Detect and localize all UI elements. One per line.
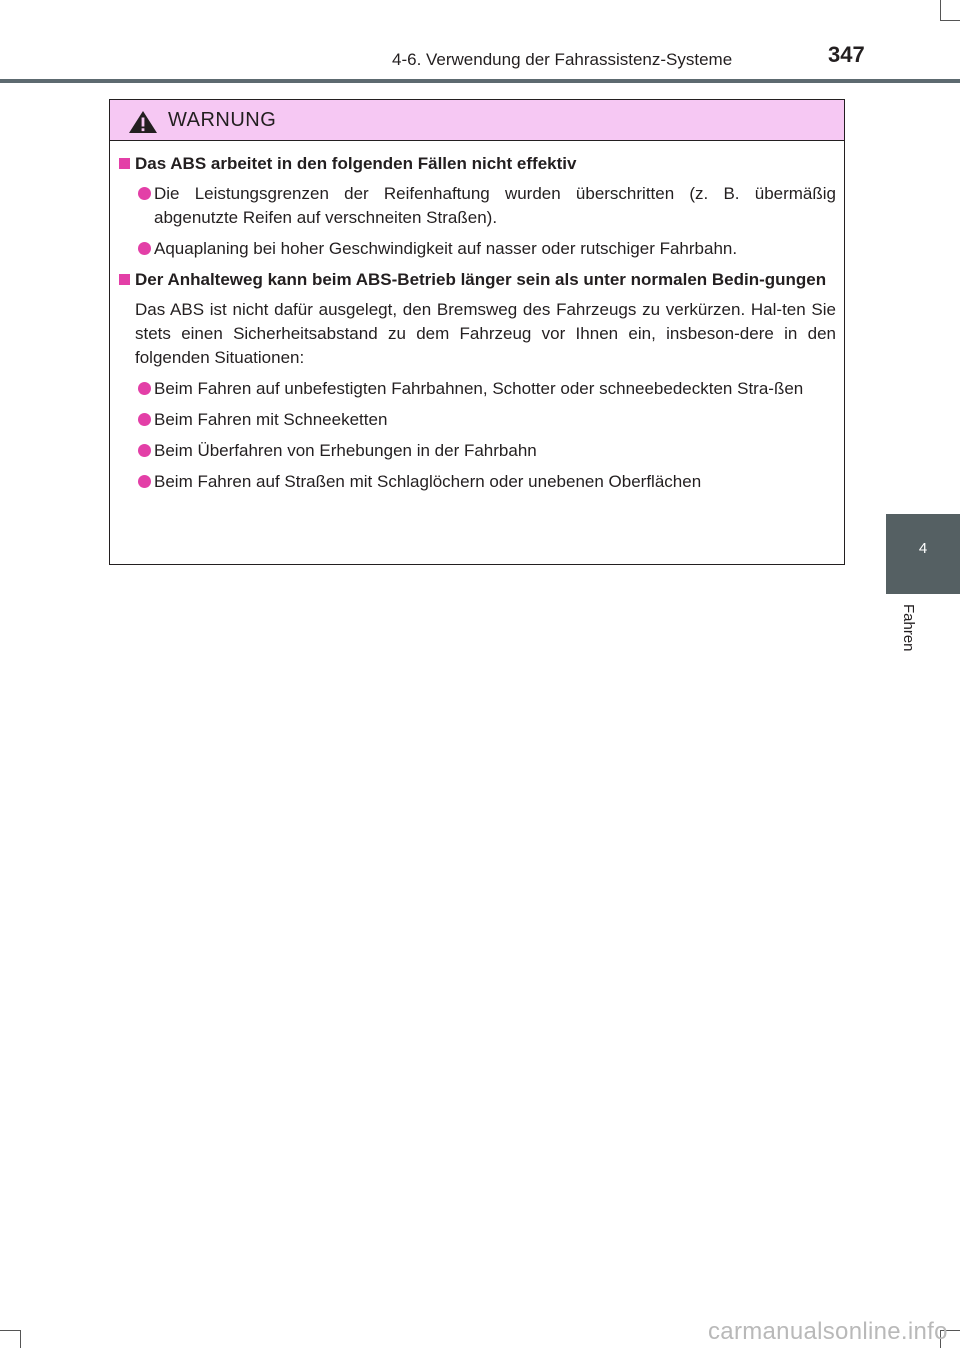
list-item: Die Leistungsgrenzen der Reifenhaftung wurden überschritten (z. B. übermäßig abgenutzte Reifen auf verschneiten Straßen). <box>118 182 836 230</box>
page-header-title: 4-6. Verwendung der Fahrassistenz-Systeme <box>392 50 733 69</box>
crop-mark <box>940 0 941 20</box>
chapter-tab <box>886 514 960 594</box>
list-item: Aquaplaning bei hoher Geschwindigkeit auf nasser oder rutschiger Fahrbahn. <box>118 237 836 261</box>
crop-mark <box>20 1330 21 1348</box>
page-number: 347 <box>828 42 865 67</box>
circle-bullet-icon <box>138 187 151 200</box>
header-rule <box>0 79 960 83</box>
watermark[interactable]: carmanualsonline.info <box>708 1318 948 1345</box>
list-item: Beim Fahren auf Straßen mit Schlaglöchern oder unebenen Oberflächen <box>118 470 836 494</box>
crop-mark <box>940 20 960 21</box>
circle-bullet-icon <box>138 475 151 488</box>
square-bullet-icon <box>119 158 130 169</box>
circle-bullet-icon <box>138 382 151 395</box>
circle-bullet-icon <box>138 413 151 426</box>
circle-bullet-icon <box>138 242 151 255</box>
warning-triangle-icon <box>128 110 158 134</box>
chapter-label: Fahren <box>900 604 917 652</box>
section-heading: Der Anhalteweg kann beim ABS-Betrieb länger sein als unter normalen Bedin-gungen <box>118 268 836 292</box>
warning-box <box>109 99 845 565</box>
warning-title: WARNUNG <box>168 109 277 131</box>
section-heading: Das ABS arbeitet in den folgenden Fällen nicht effektiv <box>118 152 836 176</box>
list-item: Beim Fahren mit Schneeketten <box>118 408 836 432</box>
crop-mark <box>0 1330 20 1331</box>
circle-bullet-icon <box>138 444 151 457</box>
warning-header <box>110 100 844 141</box>
chapter-number: 4 <box>918 540 928 557</box>
list-item: Beim Fahren auf unbefestigten Fahrbahnen, Schotter oder schneebedeckten Stra-ßen <box>118 377 836 401</box>
list-item: Beim Überfahren von Erhebungen in der Fahrbahn <box>118 439 836 463</box>
square-bullet-icon <box>119 274 130 285</box>
warning-body <box>110 141 844 494</box>
section-paragraph: Das ABS ist nicht dafür ausgelegt, den Bremsweg des Fahrzeugs zu verkürzen. Hal-ten Sie stets einen Sicherheitsabstand zu dem Fahrzeug vor Ihnen ein, insbeson-dere in den folgenden Situationen: <box>135 300 836 367</box>
